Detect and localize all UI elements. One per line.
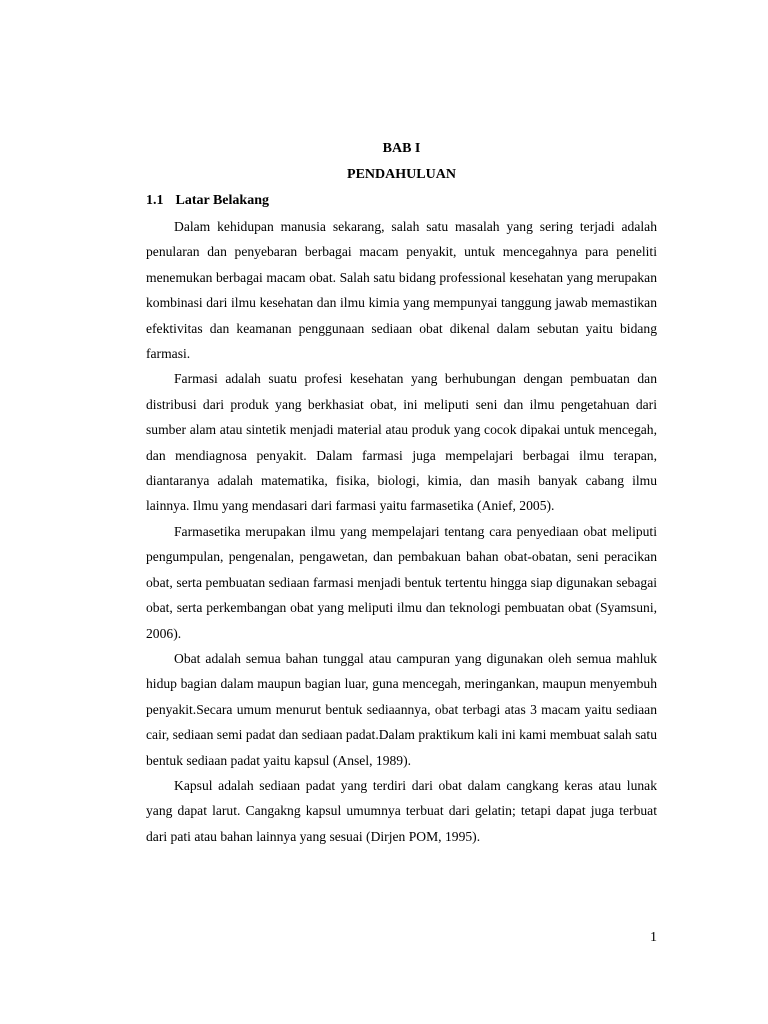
paragraph: Farmasi adalah suatu profesi kesehatan yang berhubungan dengan pembuatan dan distribusi dari produk yang berkhasiat obat, ini meliputi seni dan ilmu pengetahuan dari sumber alam atau sintetik menjadi material atau produk yang cocok dipakai untuk mencegah, dan mendiagnosa penyakit. Dalam farmasi juga mempelajari berbagai ilmu terapan, diantaranya adalah matematika, fisika, biologi, kimia, dan masih banyak cabang ilmu lainnya. Ilmu yang mendasari dari farmasi yaitu farmasetika (Anief, 2005). xyxy=(146,371,657,514)
section-heading xyxy=(146,188,657,214)
chapter-title: PENDAHULUAN xyxy=(347,167,456,182)
paragraph: Obat adalah semua bahan tunggal atau campuran yang digunakan oleh semua mahluk hidup bagian dalam maupun bagian luar, guna mencegah, meringankan, maupun menyembuh penyakit.Secara umum menurut bentuk sediaannya, obat terbagi atas 3 macam yaitu sediaan cair, sediaan semi padat dan sediaan padat.Dalam praktikum kali ini kami membuat salah satu bentuk sediaan padat yaitu kapsul (Ansel, 1989). xyxy=(146,650,657,768)
section-number: 1.1 xyxy=(146,193,164,208)
page-number: 1 xyxy=(650,930,657,945)
paragraph: Kapsul adalah sediaan padat yang terdiri dari obat dalam cangkang keras atau lunak yang dapat larut. Cangakng kapsul umumnya terbuat dari gelatin; tetapi dapat juga terbuat dari pati atau bahan lainnya yang sesuai (Dirjen POM, 1995). xyxy=(146,777,657,844)
section-title: Latar Belakang xyxy=(175,193,269,208)
chapter-label: BAB I xyxy=(382,141,421,156)
paragraph: Dalam kehidupan manusia sekarang, salah satu masalah yang sering terjadi adalah penularan dan penyebaran berbagai macam penyakit, untuk mencegahnya para peneliti menemukan berbagai macam obat. Salah satu bidang professional kesehatan yang merupakan kombinasi dari ilmu kesehatan dan ilmu kimia yang mempunyai tanggung jawab memastikan efektivitas dan keamanan penggunaan sediaan obat dikenal dalam sebutan yaitu bidang farmasi. xyxy=(146,219,657,362)
paragraph: Farmasetika merupakan ilmu yang mempelajari tentang cara penyediaan obat meliputi pengumpulan, pengenalan, pengawetan, dan pembakuan bahan obat-obatan, seni peracikan obat, serta pembuatan sediaan farmasi menjadi bentuk tertentu hingga siap digunakan sebagai obat, serta perkembangan obat yang meliputi ilmu dan teknologi pembuatan obat (Syamsuni, 2006). xyxy=(146,523,657,641)
